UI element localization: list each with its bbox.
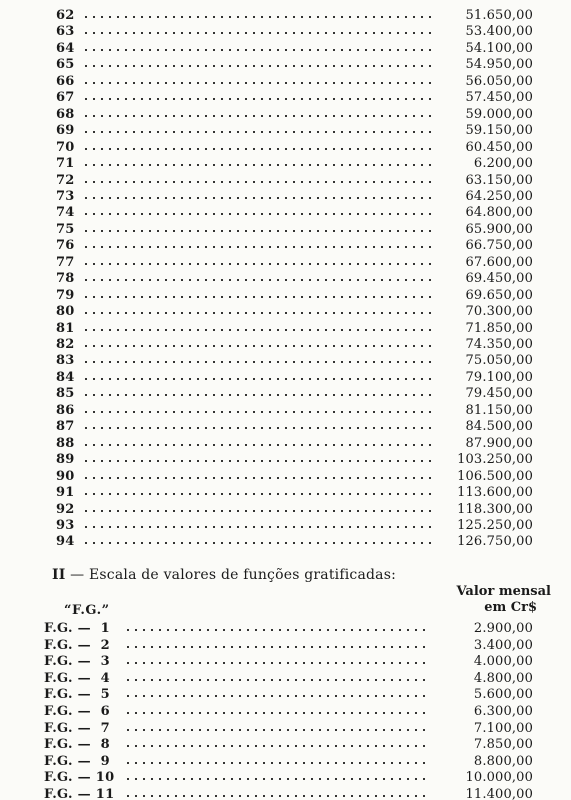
dot-leader [124, 778, 431, 780]
row-value: 71.850,00 [465, 320, 533, 336]
scale-row [0, 501, 571, 518]
dot-leader [82, 213, 431, 215]
scale-row [0, 287, 571, 304]
row-code: 90 [56, 468, 75, 484]
row-code: 63 [56, 24, 75, 40]
scale-row [0, 40, 571, 57]
scale-row [0, 139, 571, 156]
dot-leader [82, 411, 431, 413]
row-code: F.G. — 8 [44, 737, 110, 753]
row-code: 83 [56, 353, 75, 369]
row-code: 72 [56, 172, 75, 188]
dot-leader [124, 662, 431, 664]
dot-leader [82, 82, 431, 84]
scale-row [0, 204, 571, 221]
fg-row [0, 720, 571, 737]
fg-row [0, 753, 571, 770]
row-value: 125.250,00 [457, 517, 533, 533]
scale-row [0, 533, 571, 550]
row-value: 54.950,00 [465, 57, 533, 73]
scale-row [0, 385, 571, 402]
section-ii-roman-numeral: II [52, 567, 66, 583]
row-value: 5.600,00 [473, 687, 533, 703]
row-code: 81 [56, 320, 75, 336]
scale-row [0, 172, 571, 189]
scale-row [0, 352, 571, 369]
scale-row [0, 7, 571, 24]
code-column-header: “F.G.” [64, 603, 110, 618]
row-value: 56.050,00 [465, 73, 533, 89]
row-code: F.G. — 7 [44, 720, 110, 736]
scale-row [0, 237, 571, 254]
row-code: 73 [56, 188, 75, 204]
row-value: 64.800,00 [465, 205, 533, 221]
row-code: F.G. — 6 [44, 704, 110, 719]
row-code: 67 [56, 90, 75, 106]
row-value: 2.900,00 [473, 621, 533, 636]
dot-leader [124, 762, 431, 764]
fg-row [0, 703, 571, 720]
row-value: 7.100,00 [473, 720, 533, 736]
row-code: 76 [56, 238, 75, 254]
row-value: 84.500,00 [465, 419, 533, 435]
row-code: F.G. — 11 [44, 787, 115, 800]
dot-leader [82, 312, 431, 314]
dot-leader [124, 795, 431, 797]
row-code: 94 [56, 534, 75, 550]
scale-row [0, 451, 571, 468]
row-value: 66.750,00 [465, 238, 533, 254]
dot-leader [82, 427, 431, 429]
section-ii-heading [52, 566, 396, 584]
dot-leader [82, 378, 431, 380]
fg-row [0, 637, 571, 654]
scale-row [0, 369, 571, 386]
dot-leader [82, 526, 431, 528]
dot-leader [82, 16, 431, 18]
row-code: F.G. — 10 [44, 770, 115, 786]
row-value: 113.600,00 [457, 485, 533, 501]
scale-row [0, 106, 571, 123]
row-code: 64 [56, 40, 75, 56]
row-code: 93 [56, 517, 75, 533]
dot-leader [82, 32, 431, 34]
row-code: 84 [56, 369, 75, 385]
fg-row [0, 769, 571, 786]
row-value: 57.450,00 [465, 90, 533, 106]
row-value: 70.300,00 [465, 304, 533, 320]
dot-leader [124, 646, 431, 648]
row-code: 65 [56, 57, 75, 73]
row-value: 60.450,00 [465, 139, 533, 155]
row-value: 106.500,00 [457, 468, 533, 484]
row-value: 7.850,00 [473, 737, 533, 753]
row-value: 74.350,00 [465, 337, 533, 352]
row-value: 11.400,00 [465, 787, 533, 800]
scale-row [0, 73, 571, 90]
dot-leader [82, 148, 431, 150]
fg-row [0, 686, 571, 703]
dot-leader [82, 329, 431, 331]
scale-row [0, 23, 571, 40]
dot-leader [82, 542, 431, 544]
dot-leader [124, 729, 431, 731]
scale-row [0, 89, 571, 106]
row-value: 65.900,00 [465, 221, 533, 237]
dot-leader [82, 65, 431, 67]
row-code: 92 [56, 501, 75, 517]
row-value: 118.300,00 [457, 501, 533, 517]
scale-row [0, 188, 571, 205]
row-value: 3.400,00 [473, 637, 533, 653]
row-code: 71 [56, 156, 75, 172]
row-value: 8.800,00 [473, 753, 533, 769]
row-code: F.G. — 3 [44, 654, 110, 670]
row-value: 81.150,00 [465, 402, 533, 418]
row-value: 54.100,00 [465, 40, 533, 56]
row-code: F.G. — 2 [44, 637, 110, 653]
row-code: 74 [56, 205, 75, 221]
dot-leader [82, 361, 431, 363]
fg-row [0, 786, 571, 800]
row-code: 86 [56, 402, 75, 418]
scale-row [0, 320, 571, 337]
dot-leader [82, 49, 431, 51]
scale-row [0, 56, 571, 73]
row-code: 87 [56, 419, 75, 435]
dot-leader [82, 345, 431, 347]
row-code: 82 [56, 337, 75, 352]
row-code: F.G. — 5 [44, 687, 110, 703]
row-value: 69.650,00 [465, 287, 533, 303]
dot-leader [82, 230, 431, 232]
row-value: 10.000,00 [465, 770, 533, 786]
dot-leader [82, 444, 431, 446]
dot-leader [124, 712, 431, 714]
row-value: 126.750,00 [457, 534, 533, 550]
scale-row [0, 254, 571, 271]
dot-leader [124, 745, 431, 747]
row-code: 80 [56, 304, 75, 320]
scale-row [0, 468, 571, 485]
dot-leader [82, 460, 431, 462]
dot-leader [82, 181, 431, 183]
row-value: 4.800,00 [473, 670, 533, 686]
row-code: F.G. — 1 [44, 621, 110, 636]
dot-leader [82, 493, 431, 495]
row-code: 88 [56, 435, 75, 451]
row-value: 63.150,00 [465, 172, 533, 188]
row-value: 87.900,00 [465, 435, 533, 451]
section-ii-title: — Escala de valores de funções gratificadas: [70, 567, 397, 583]
value-column-header-line2: em Cr$ [484, 600, 537, 615]
scale-row [0, 517, 571, 534]
dot-leader [124, 679, 431, 681]
scale-row [0, 418, 571, 435]
row-value: 64.250,00 [465, 188, 533, 204]
row-value: 6​.200,00 [473, 156, 533, 172]
row-code: F.G. — 9 [44, 753, 110, 769]
row-value: 53.400,00 [465, 24, 533, 40]
row-value: 51.650,00 [465, 8, 533, 23]
row-value: 4.000,00 [473, 654, 533, 670]
dot-leader [82, 477, 431, 479]
row-code: 79 [56, 287, 75, 303]
row-code: 75 [56, 221, 75, 237]
dot-leader [82, 296, 431, 298]
dot-leader [82, 131, 431, 133]
value-column-header-line1: Valor mensal [456, 584, 551, 599]
row-value: 103.250,00 [457, 452, 533, 468]
row-value: 59.000,00 [465, 106, 533, 122]
dot-leader [82, 394, 431, 396]
row-value: 75.050,00 [465, 353, 533, 369]
scale-row [0, 270, 571, 287]
row-code: F.G. — 4 [44, 670, 110, 686]
scale-row [0, 402, 571, 419]
dot-leader [82, 115, 431, 117]
scale-row [0, 435, 571, 452]
row-value: 67.600,00 [465, 254, 533, 270]
row-value: 79.100,00 [465, 369, 533, 385]
row-code: 69 [56, 123, 75, 139]
row-code: 85 [56, 386, 75, 402]
row-code: 89 [56, 452, 75, 468]
dot-leader [82, 263, 431, 265]
dot-leader [124, 629, 431, 631]
dot-leader [82, 279, 431, 281]
dot-leader [82, 98, 431, 100]
dot-leader [124, 695, 431, 697]
row-value: 79.450,00 [465, 386, 533, 402]
scale-row [0, 155, 571, 172]
row-code: 91 [56, 485, 75, 501]
row-code: 68 [56, 106, 75, 122]
fg-row [0, 670, 571, 687]
row-code: 77 [56, 254, 75, 270]
dot-leader [82, 197, 431, 199]
fg-row [0, 620, 571, 637]
scale-row [0, 221, 571, 238]
row-value: 6.300,00 [473, 704, 533, 719]
row-code: 78 [56, 271, 75, 287]
scale-row [0, 484, 571, 501]
row-code: 70 [56, 139, 75, 155]
scale-row [0, 122, 571, 139]
scale-row [0, 303, 571, 320]
dot-leader [82, 164, 431, 166]
scale-row [0, 336, 571, 353]
row-code: 66 [56, 73, 75, 89]
fg-row [0, 736, 571, 753]
dot-leader [82, 246, 431, 248]
dot-leader [82, 510, 431, 512]
row-value: 69.450,00 [465, 271, 533, 287]
fg-row [0, 653, 571, 670]
row-value: 59.150,00 [465, 123, 533, 139]
row-code: 62 [56, 8, 75, 23]
